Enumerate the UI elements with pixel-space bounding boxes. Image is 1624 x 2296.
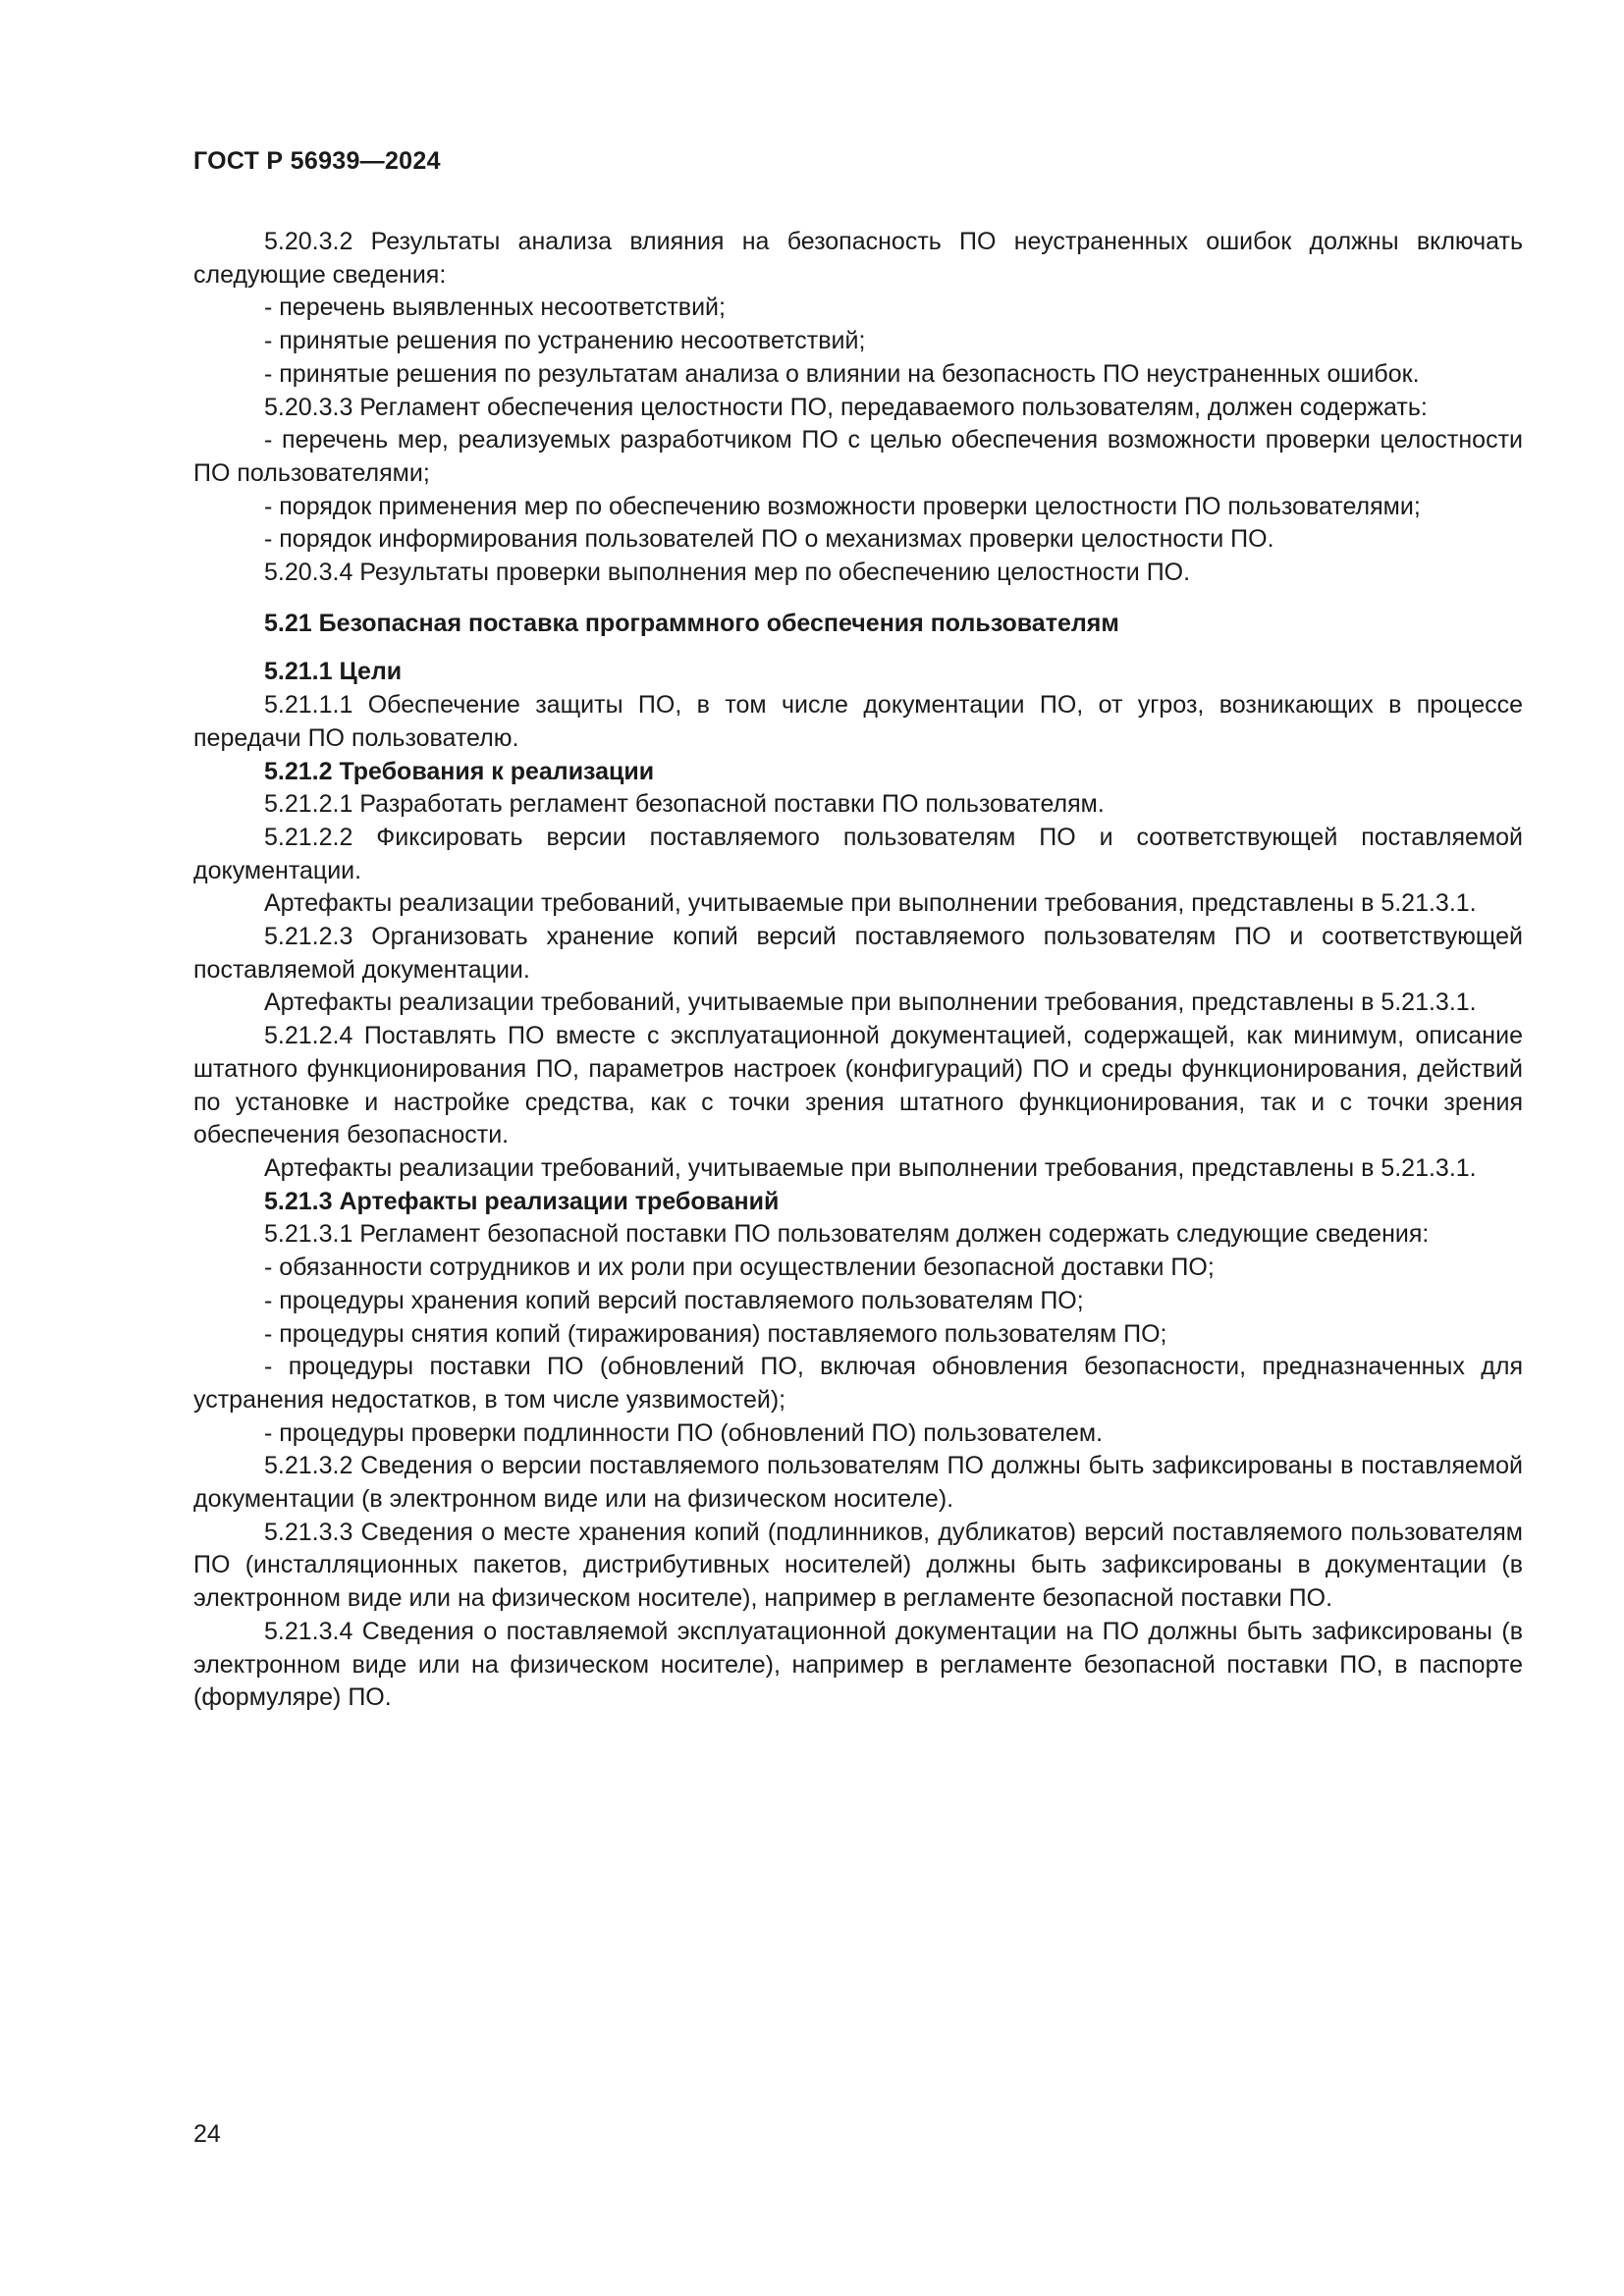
list-item: - порядок информирования пользователей ПО о механизмах проверки целостности ПО. (264, 525, 1274, 554)
section-heading-5-21: 5.21 Безопасная поставка программного обеспечения пользователям (264, 609, 1119, 637)
clause-5-21-1-1: 5.21.1.1 Обеспечение защиты ПО, в том числе документации ПО, от угроз, возникающих в процессе передачи ПО пользователю. (193, 691, 1523, 752)
standard-code-header: ГОСТ Р 56939—2024 (193, 147, 441, 175)
list-item: - принятые решения по результатам анализа о влиянии на безопасность ПО неустраненных ошибок. (264, 359, 1420, 388)
clause-5-21-3-3: 5.21.3.3 Сведения о месте хранения копий (подлинников, дубликатов) версий поставляемого пользователям ПО (инсталляционных пакетов, дистрибутивных носителей) должны быть зафиксированы в документации (в электронном виде или на физическом носителе), например в регламенте безопасной поставки ПО. (193, 1518, 1523, 1613)
clause-5-21-2-4: 5.21.2.4 Поставлять ПО вместе с эксплуатационной документацией, содержащей, как минимум, описание штатного функционирования ПО, параметров настроек (конфигураций) ПО и среды функционирования, действий по установке и настройке средства, как с точки зрения штатного функционирования, так и с точки зрения обеспечения безопасности. (193, 1022, 1523, 1149)
clause-5-20-3-4: 5.20.3.4 Результаты проверки выполнения мер по обеспечению целостности ПО. (264, 559, 1191, 587)
list-item: - перечень мер, реализуемых разработчиком ПО с целью обеспечения возможности проверки целостности ПО пользователями; (193, 426, 1523, 487)
clause-5-21-2-2: 5.21.2.2 Фиксировать версии поставляемого пользователям ПО и соответствующей поставляемой документации. (193, 823, 1523, 884)
clause-5-21-3-4: 5.21.3.4 Сведения о поставляемой эксплуатационной документации на ПО должны быть зафиксированы (в электронном виде или на физическом носителе), например в регламенте безопасной поставки ПО, в паспорте (формуляре) ПО. (193, 1617, 1523, 1712)
list-item: - порядок применения мер по обеспечению возможности проверки целостности ПО пользователями; (264, 492, 1421, 520)
artifacts-reference: Артефакты реализации требований, учитываемые при выполнении требования, представлены в 5.21.3.1. (264, 1153, 1477, 1182)
page-number: 24 (193, 2120, 221, 2148)
list-item: - обязанности сотрудников и их роли при осуществлении безопасной доставки ПО; (264, 1254, 1215, 1282)
clause-5-21-2-1: 5.21.2.1 Разработать регламент безопасной поставки ПО пользователям. (264, 790, 1105, 819)
clause-5-21-3-1: 5.21.3.1 Регламент безопасной поставки ПО пользователям должен содержать следующие сведения: (264, 1220, 1430, 1249)
clause-5-20-3-3: 5.20.3.3 Регламент обеспечения целостности ПО, передаваемого пользователям, должен содержать: (264, 393, 1428, 421)
clause-5-20-3-2: 5.20.3.2 Результаты анализа влияния на безопасность ПО неустраненных ошибок должны включать следующие сведения: (193, 228, 1523, 289)
clause-5-21-2-3: 5.21.2.3 Организовать хранение копий версий поставляемого пользователям ПО и соответствующей поставляемой документации. (193, 923, 1523, 984)
subsection-heading-5-21-2: 5.21.2 Требования к реализации (264, 757, 655, 785)
list-item: - процедуры проверки подлинности ПО (обновлений ПО) пользователем. (264, 1418, 1104, 1447)
list-item: - процедуры снятия копий (тиражирования) поставляемого пользователям ПО; (264, 1319, 1167, 1348)
list-item: - процедуры хранения копий версий поставляемого пользователям ПО; (264, 1286, 1084, 1314)
document-body (193, 226, 1523, 1715)
subsection-heading-5-21-1: 5.21.1 Цели (264, 658, 403, 686)
subsection-heading-5-21-3: 5.21.3 Артефакты реализации требований (264, 1187, 780, 1215)
artifacts-reference: Артефакты реализации требований, учитываемые при выполнении требования, представлены в 5.21.3.1. (264, 988, 1477, 1017)
list-item: - процедуры поставки ПО (обновлений ПО, включая обновления безопасности, предназначенных для устранения недостатков, в том числе уязвимостей); (193, 1353, 1523, 1414)
artifacts-reference: Артефакты реализации требований, учитываемые при выполнении требования, представлены в 5.21.3.1. (264, 889, 1477, 918)
list-item: - принятые решения по устранению несоответствий; (264, 327, 866, 355)
list-item: - перечень выявленных несоответствий; (264, 294, 726, 322)
clause-5-21-3-2: 5.21.3.2 Сведения о версии поставляемого пользователям ПО должны быть зафиксированы в поставляемой документации (в электронном виде или на физическом носителе). (193, 1452, 1523, 1514)
